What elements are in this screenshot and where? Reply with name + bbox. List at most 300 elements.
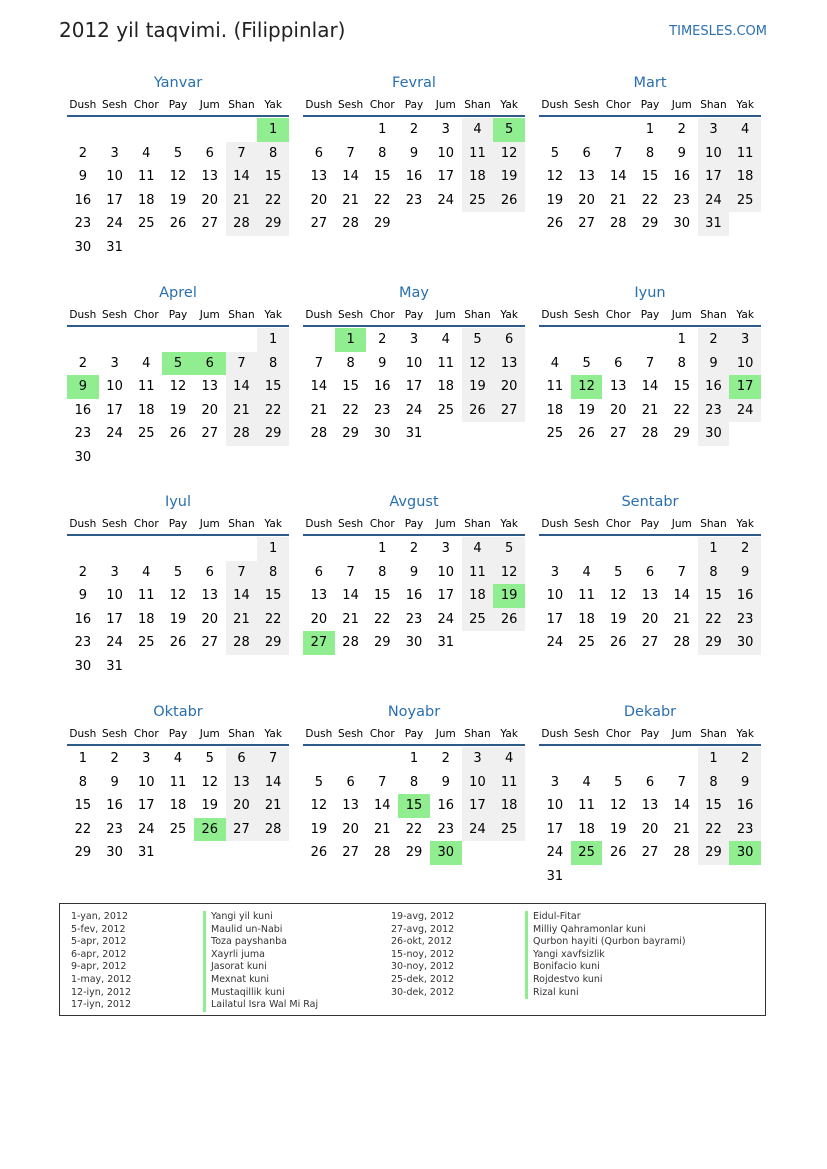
day-cell: 17 bbox=[698, 165, 730, 189]
day-cell: 19 bbox=[169, 611, 187, 627]
empty-cell bbox=[335, 747, 367, 771]
weekday-header bbox=[539, 514, 761, 536]
calendar-week-row bbox=[303, 771, 525, 795]
day-cell: 20 bbox=[310, 192, 328, 208]
empty-cell bbox=[194, 328, 226, 352]
day-cell: 19 bbox=[169, 192, 187, 208]
day-cell: 16 bbox=[729, 584, 761, 608]
empty-cell bbox=[226, 328, 258, 352]
weekday-label: Yak bbox=[736, 728, 754, 740]
day-cell: 29 bbox=[257, 422, 289, 446]
calendar-week-row bbox=[303, 189, 525, 213]
day-cell: 11 bbox=[138, 169, 155, 184]
day-cell: 28 bbox=[310, 426, 328, 441]
day-cell: 8 bbox=[257, 561, 289, 585]
weekday-label: Shan bbox=[700, 99, 727, 111]
day-cell: 16 bbox=[405, 588, 423, 603]
empty-cell bbox=[130, 655, 162, 679]
day-cell: 5 bbox=[162, 352, 194, 376]
month-fevral bbox=[303, 72, 525, 236]
day-cell: 30 bbox=[430, 841, 462, 865]
day-cell: 30 bbox=[74, 449, 92, 465]
weekday-label: Dush bbox=[305, 99, 333, 111]
day-cell: 24 bbox=[546, 845, 564, 860]
weekday-label: Jum bbox=[671, 309, 692, 321]
day-cell: 31 bbox=[106, 658, 123, 674]
weekday-label: Sesh bbox=[337, 309, 364, 321]
day-cell: 15 bbox=[698, 584, 730, 608]
empty-cell bbox=[462, 212, 494, 236]
day-cell: 9 bbox=[677, 145, 686, 161]
day-cell: 17 bbox=[462, 794, 494, 818]
empty-cell bbox=[67, 328, 99, 352]
day-cell: 17 bbox=[106, 611, 123, 627]
legend-names-col-2 bbox=[525, 911, 686, 999]
day-cell: 11 bbox=[546, 379, 564, 394]
month-title: Iyul bbox=[164, 494, 192, 510]
weekday-label: Jum bbox=[671, 518, 692, 530]
calendar-week-row bbox=[539, 747, 761, 771]
calendar-week-row bbox=[67, 352, 289, 376]
weekday-label: Shan bbox=[464, 99, 491, 111]
day-cell: 9 bbox=[67, 375, 99, 399]
empty-cell bbox=[430, 212, 462, 236]
day-cell: 8 bbox=[78, 774, 87, 790]
day-cell: 16 bbox=[673, 169, 690, 184]
calendar-week-row bbox=[303, 422, 525, 446]
day-cell: 22 bbox=[698, 608, 730, 632]
day-cell: 20 bbox=[641, 821, 659, 837]
day-cell: 6 bbox=[205, 145, 214, 161]
legend-holiday-name: Mexnat kuni bbox=[203, 974, 318, 987]
weekday-label: Pay bbox=[168, 728, 188, 740]
day-cell: 24 bbox=[729, 399, 761, 423]
day-cell: 7 bbox=[314, 355, 323, 371]
day-cell: 31 bbox=[106, 239, 123, 255]
day-cell: 26 bbox=[169, 426, 187, 441]
day-cell: 13 bbox=[310, 169, 328, 184]
empty-cell bbox=[539, 118, 571, 142]
weekday-label: Chor bbox=[133, 309, 159, 321]
site-link[interactable]: TIMESLES.COM bbox=[669, 24, 767, 39]
day-cell: 13 bbox=[226, 771, 258, 795]
weekday-label: Dush bbox=[541, 309, 569, 321]
calendar-week-row bbox=[303, 142, 525, 166]
day-cell: 18 bbox=[138, 402, 155, 418]
calendar-week-row bbox=[67, 142, 289, 166]
weekday-label: Dush bbox=[541, 728, 569, 740]
weekday-label: Chor bbox=[369, 309, 395, 321]
day-cell: 7 bbox=[614, 145, 623, 161]
weekday-label: Shan bbox=[464, 728, 491, 740]
calendar-week-row bbox=[303, 794, 525, 818]
weekday-label: Yak bbox=[736, 309, 754, 321]
day-cell: 15 bbox=[673, 379, 690, 394]
weekday-label: Jum bbox=[199, 518, 220, 530]
calendar-week-row bbox=[303, 375, 525, 399]
day-cell: 22 bbox=[257, 608, 289, 632]
legend-dates-col-1 bbox=[71, 911, 131, 1012]
day-cell: 20 bbox=[342, 821, 359, 837]
day-cell: 2 bbox=[78, 145, 87, 161]
day-cell: 6 bbox=[314, 145, 323, 161]
empty-cell bbox=[162, 118, 194, 142]
weekday-label: Chor bbox=[605, 728, 631, 740]
empty-cell bbox=[366, 747, 398, 771]
empty-cell bbox=[226, 118, 258, 142]
legend-date: 6-apr, 2012 bbox=[71, 948, 127, 960]
day-cell: 20 bbox=[201, 192, 218, 208]
day-cell: 17 bbox=[546, 821, 564, 837]
month-title: Oktabr bbox=[153, 704, 203, 720]
calendar-week-row bbox=[303, 328, 525, 352]
day-cell: 12 bbox=[169, 379, 187, 394]
calendar-week-row bbox=[67, 584, 289, 608]
day-cell: 1 bbox=[257, 118, 289, 142]
day-cell: 6 bbox=[645, 564, 655, 580]
day-cell: 1 bbox=[698, 537, 730, 561]
empty-cell bbox=[226, 446, 258, 470]
empty-cell bbox=[666, 747, 698, 771]
empty-cell bbox=[162, 655, 194, 679]
day-cell: 25 bbox=[462, 189, 494, 213]
calendar-week-row bbox=[67, 422, 289, 446]
weekday-label: Chor bbox=[133, 518, 159, 530]
day-cell: 9 bbox=[110, 774, 119, 790]
day-cell: 27 bbox=[310, 216, 328, 231]
calendar-week-row bbox=[67, 212, 289, 236]
day-cell: 1 bbox=[409, 751, 419, 766]
day-cell: 16 bbox=[729, 794, 761, 818]
day-cell: 8 bbox=[677, 355, 686, 371]
calendar-week-row bbox=[303, 841, 525, 865]
weekday-header bbox=[539, 724, 761, 746]
empty-cell bbox=[67, 118, 99, 142]
empty-cell bbox=[226, 236, 258, 260]
day-cell: 17 bbox=[437, 588, 454, 603]
legend-date: 12-iyn, 2012 bbox=[71, 986, 132, 998]
weekday-label: Sesh bbox=[573, 728, 600, 740]
day-cell: 24 bbox=[106, 216, 123, 231]
empty-cell bbox=[257, 446, 289, 470]
weekday-label: Chor bbox=[133, 99, 159, 111]
calendar-week-row bbox=[539, 865, 761, 889]
legend-holiday-name: Xayrli juma bbox=[203, 949, 318, 962]
legend-date: 27-avg, 2012 bbox=[391, 923, 455, 935]
day-cell: 25 bbox=[493, 818, 525, 842]
day-cell: 30 bbox=[405, 635, 423, 650]
weekday-label: Pay bbox=[640, 518, 660, 530]
day-cell: 27 bbox=[493, 399, 525, 423]
day-cell: 11 bbox=[462, 561, 494, 585]
weekday-header bbox=[67, 305, 289, 327]
empty-cell bbox=[162, 537, 194, 561]
day-cell: 29 bbox=[342, 426, 359, 441]
legend-names-col-1 bbox=[203, 911, 318, 1012]
month-title: Noyabr bbox=[387, 704, 441, 720]
day-cell: 23 bbox=[673, 192, 690, 208]
empty-cell bbox=[493, 422, 525, 446]
day-cell: 2 bbox=[378, 332, 387, 347]
legend-date: 30-dek, 2012 bbox=[391, 986, 455, 998]
empty-cell bbox=[430, 422, 462, 446]
day-cell: 1 bbox=[257, 328, 289, 352]
legend-holiday-name: Milliy Qahramonlar kuni bbox=[525, 924, 686, 937]
empty-cell bbox=[493, 212, 525, 236]
day-cell: 23 bbox=[405, 192, 423, 208]
day-cell: 20 bbox=[310, 611, 328, 627]
empty-cell bbox=[666, 865, 698, 889]
legend-date: 26-okt, 2012 bbox=[391, 936, 452, 948]
day-cell: 30 bbox=[374, 426, 391, 441]
weekday-label: Yak bbox=[264, 309, 282, 321]
day-cell: 14 bbox=[257, 771, 289, 795]
day-cell: 28 bbox=[257, 818, 289, 842]
day-cell: 5 bbox=[173, 564, 183, 580]
day-cell: 10 bbox=[106, 588, 123, 603]
day-cell: 7 bbox=[226, 561, 258, 585]
calendar-week-row bbox=[539, 328, 761, 352]
day-cell: 19 bbox=[493, 584, 525, 608]
day-cell: 21 bbox=[673, 611, 690, 627]
day-cell: 18 bbox=[578, 611, 595, 627]
day-cell: 14 bbox=[310, 379, 328, 394]
day-cell: 1 bbox=[257, 537, 289, 561]
month-oktabr bbox=[67, 701, 289, 865]
day-cell: 21 bbox=[673, 821, 690, 837]
day-cell: 10 bbox=[729, 352, 761, 376]
day-cell: 2 bbox=[677, 122, 686, 137]
day-cell: 1 bbox=[698, 747, 730, 771]
day-cell: 11 bbox=[138, 379, 155, 394]
weekday-label: Yak bbox=[500, 309, 518, 321]
day-cell: 28 bbox=[641, 426, 659, 441]
day-cell: 13 bbox=[201, 379, 218, 394]
day-cell: 8 bbox=[698, 771, 730, 795]
day-cell: 2 bbox=[110, 751, 119, 766]
calendar-week-row bbox=[67, 841, 289, 865]
day-cell: 12 bbox=[169, 169, 187, 184]
day-cell: 24 bbox=[698, 189, 730, 213]
month-iyun bbox=[539, 282, 761, 446]
empty-cell bbox=[571, 537, 603, 561]
day-cell: 29 bbox=[257, 631, 289, 655]
weekday-label: Jum bbox=[671, 728, 692, 740]
day-cell: 4 bbox=[173, 751, 183, 766]
day-cell: 29 bbox=[74, 845, 92, 860]
day-cell: 16 bbox=[405, 169, 423, 184]
day-cell: 29 bbox=[374, 635, 391, 650]
empty-cell bbox=[666, 537, 698, 561]
day-cell: 27 bbox=[578, 216, 595, 231]
day-cell: 23 bbox=[729, 818, 761, 842]
day-cell: 22 bbox=[74, 821, 92, 837]
empty-cell bbox=[194, 537, 226, 561]
calendar-week-row bbox=[539, 189, 761, 213]
day-cell: 21 bbox=[374, 821, 391, 837]
day-cell: 2 bbox=[729, 537, 761, 561]
empty-cell bbox=[602, 747, 634, 771]
empty-cell bbox=[194, 841, 226, 865]
day-cell: 16 bbox=[74, 402, 92, 418]
weekday-header bbox=[539, 95, 761, 117]
day-cell: 27 bbox=[226, 818, 258, 842]
day-cell: 1 bbox=[78, 751, 87, 766]
legend-date: 17-iyn, 2012 bbox=[71, 999, 132, 1011]
day-cell: 2 bbox=[409, 122, 419, 137]
calendar-week-row bbox=[539, 165, 761, 189]
day-cell: 10 bbox=[405, 355, 423, 371]
calendar-week-row bbox=[303, 537, 525, 561]
weekday-label: Chor bbox=[369, 99, 395, 111]
day-cell: 9 bbox=[409, 145, 419, 161]
day-cell: 14 bbox=[673, 798, 690, 813]
day-cell: 23 bbox=[74, 216, 92, 231]
day-cell: 3 bbox=[550, 564, 559, 580]
day-cell: 16 bbox=[698, 375, 730, 399]
weekday-header bbox=[67, 514, 289, 536]
weekday-label: Yak bbox=[264, 518, 282, 530]
calendar-week-row bbox=[67, 236, 289, 260]
day-cell: 26 bbox=[194, 818, 226, 842]
month-title: May bbox=[399, 285, 429, 301]
empty-cell bbox=[257, 236, 289, 260]
empty-cell bbox=[99, 328, 131, 352]
day-cell: 29 bbox=[257, 212, 289, 236]
weekday-label: Jum bbox=[435, 518, 456, 530]
weekday-header bbox=[303, 95, 525, 117]
weekday-label: Jum bbox=[435, 309, 456, 321]
day-cell: 11 bbox=[493, 771, 525, 795]
month-may bbox=[303, 282, 525, 446]
day-cell: 25 bbox=[169, 821, 187, 837]
day-cell: 23 bbox=[74, 426, 92, 441]
day-cell: 5 bbox=[173, 145, 183, 161]
day-cell: 15 bbox=[74, 798, 92, 813]
day-cell: 27 bbox=[641, 845, 659, 860]
day-cell: 4 bbox=[142, 564, 151, 580]
day-cell: 15 bbox=[641, 169, 659, 184]
calendar-week-row bbox=[67, 118, 289, 142]
empty-cell bbox=[698, 865, 730, 889]
day-cell: 17 bbox=[405, 379, 423, 394]
day-cell: 1 bbox=[335, 328, 367, 352]
calendar-week-row bbox=[539, 537, 761, 561]
day-cell: 27 bbox=[201, 426, 218, 441]
day-cell: 8 bbox=[346, 355, 355, 371]
empty-cell bbox=[162, 236, 194, 260]
day-cell: 12 bbox=[169, 588, 187, 603]
day-cell: 8 bbox=[257, 352, 289, 376]
calendar-week-row bbox=[539, 118, 761, 142]
calendar-week-row bbox=[303, 352, 525, 376]
day-cell: 30 bbox=[729, 631, 761, 655]
day-cell: 7 bbox=[257, 747, 289, 771]
day-cell: 15 bbox=[374, 588, 391, 603]
day-cell: 2 bbox=[441, 751, 450, 766]
weekday-label: Chor bbox=[133, 728, 159, 740]
weekday-label: Yak bbox=[500, 728, 518, 740]
day-cell: 11 bbox=[138, 588, 155, 603]
page-title: 2012 yil taqvimi. (Filippinlar) bbox=[59, 18, 346, 42]
month-iyul bbox=[67, 491, 289, 678]
day-cell: 9 bbox=[378, 355, 387, 371]
legend-holiday-name: Qurbon hayiti (Qurbon bayrami) bbox=[525, 936, 686, 949]
weekday-label: Shan bbox=[700, 518, 727, 530]
day-cell: 4 bbox=[582, 564, 591, 580]
empty-cell bbox=[634, 328, 666, 352]
day-cell: 5 bbox=[582, 355, 591, 371]
weekday-label: Jum bbox=[199, 99, 220, 111]
day-cell: 17 bbox=[138, 798, 155, 813]
calendar-week-row bbox=[303, 584, 525, 608]
day-cell: 13 bbox=[641, 798, 659, 813]
weekday-label: Yak bbox=[500, 518, 518, 530]
day-cell: 12 bbox=[462, 352, 494, 376]
empty-cell bbox=[194, 236, 226, 260]
day-cell: 19 bbox=[610, 611, 627, 627]
calendar-week-row bbox=[539, 212, 761, 236]
weekday-label: Yak bbox=[264, 728, 282, 740]
weekday-label: Yak bbox=[736, 518, 754, 530]
weekday-label: Pay bbox=[168, 309, 188, 321]
empty-cell bbox=[571, 865, 603, 889]
day-cell: 14 bbox=[226, 165, 258, 189]
day-cell: 28 bbox=[226, 631, 258, 655]
legend-date: 15-noy, 2012 bbox=[391, 948, 455, 960]
day-cell: 11 bbox=[169, 774, 187, 790]
day-cell: 23 bbox=[405, 611, 423, 627]
weekday-label: Sesh bbox=[101, 728, 128, 740]
weekday-label: Dush bbox=[541, 518, 569, 530]
day-cell: 12 bbox=[310, 798, 328, 813]
empty-cell bbox=[462, 422, 494, 446]
day-cell: 12 bbox=[546, 169, 564, 184]
month-title: Dekabr bbox=[623, 704, 677, 720]
calendar-week-row bbox=[539, 841, 761, 865]
day-cell: 13 bbox=[201, 169, 218, 184]
day-cell: 24 bbox=[138, 821, 155, 837]
day-cell: 22 bbox=[673, 402, 690, 418]
day-cell: 26 bbox=[310, 845, 328, 860]
day-cell: 10 bbox=[437, 564, 454, 580]
calendar-week-row bbox=[67, 561, 289, 585]
day-cell: 12 bbox=[571, 375, 603, 399]
day-cell: 14 bbox=[226, 584, 258, 608]
day-cell: 25 bbox=[138, 216, 155, 231]
day-cell: 2 bbox=[729, 747, 761, 771]
day-cell: 22 bbox=[374, 192, 391, 208]
day-cell: 19 bbox=[610, 821, 627, 837]
empty-cell bbox=[194, 655, 226, 679]
day-cell: 24 bbox=[437, 611, 454, 627]
day-cell: 16 bbox=[74, 611, 92, 627]
empty-cell bbox=[162, 328, 194, 352]
day-cell: 27 bbox=[342, 845, 359, 860]
weekday-label: Sesh bbox=[101, 309, 128, 321]
day-cell: 15 bbox=[342, 379, 359, 394]
day-cell: 24 bbox=[405, 402, 423, 418]
day-cell: 27 bbox=[201, 216, 218, 231]
day-cell: 17 bbox=[729, 375, 761, 399]
weekday-label: Sesh bbox=[337, 518, 364, 530]
day-cell: 3 bbox=[409, 332, 419, 347]
weekday-header bbox=[303, 305, 525, 327]
month-title: Fevral bbox=[392, 75, 436, 91]
day-cell: 20 bbox=[226, 794, 258, 818]
empty-cell bbox=[303, 747, 335, 771]
day-cell: 5 bbox=[614, 564, 623, 580]
